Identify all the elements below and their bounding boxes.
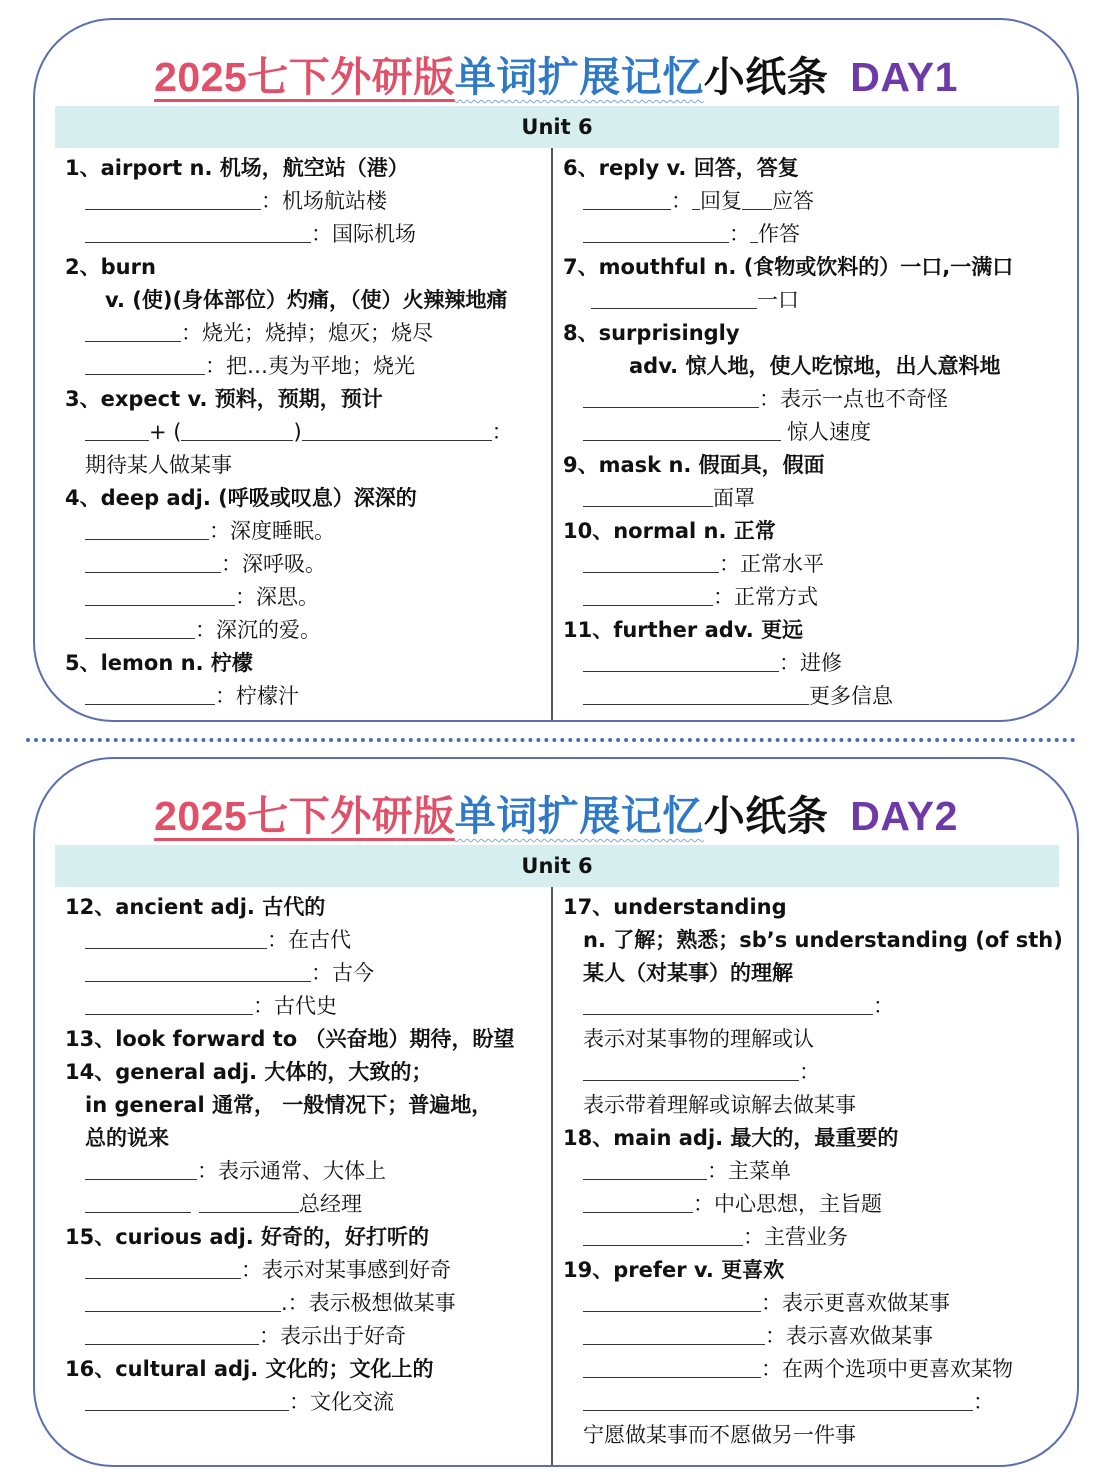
hint: 面罩 [713, 486, 755, 510]
entry-deep: 4、deep adj. (呼吸或叹息）深深的 [65, 486, 417, 510]
title-black: 小纸条 [703, 793, 829, 839]
hint: 期待某人做某事 [85, 453, 232, 477]
entry-reply: 6、reply v. 回答，答复 [563, 156, 799, 180]
blank[interactable] [583, 1224, 743, 1246]
blank[interactable] [85, 188, 261, 210]
entry-cultural: 16、cultural adj. 文化的；文化上的 [65, 1357, 434, 1381]
entry-main: 18、main adj. 最大的，最重要的 [563, 1126, 899, 1150]
hint: ：深呼吸。 [221, 552, 326, 576]
entry-normal: 10、normal n. 正常 [563, 519, 776, 543]
day1-left-column [65, 152, 545, 713]
hint: 宁愿做某事而不愿做另一件事 [583, 1423, 856, 1447]
blank[interactable] [85, 320, 181, 342]
title-blue: 单词扩展记忆 [454, 793, 704, 839]
entry-further: 11、further adv. 更远 [563, 618, 804, 642]
hint: 表示带着理解或谅解去做某事 [583, 1093, 856, 1117]
hint: ：深沉的爱。 [195, 618, 321, 642]
blank[interactable] [85, 551, 221, 573]
column-divider [551, 887, 553, 1465]
day2-columns [35, 887, 1077, 1465]
hint: .：表示极想做某事 [281, 1291, 456, 1315]
title-blue: 单词扩展记忆 [454, 54, 704, 100]
blank[interactable] [583, 1158, 707, 1180]
unit-header: Unit 6 [55, 845, 1059, 887]
blank[interactable] [692, 188, 700, 210]
hint: ：柠檬汁 [215, 684, 299, 708]
blank[interactable] [85, 993, 253, 1015]
entry-lemon: 5、lemon n. 柠檬 [65, 651, 253, 675]
burn-definition: v. (使)(身体部位）灼痛，（使）火辣辣地痛 [105, 288, 508, 312]
hint: ： [973, 1390, 994, 1414]
blank[interactable] [583, 386, 759, 408]
hint: ：中心思想，主旨题 [693, 1192, 882, 1216]
hint: + ( [149, 420, 182, 444]
hint: ：主菜单 [707, 1159, 791, 1183]
hint: ：古今 [311, 961, 374, 985]
day1-columns [35, 148, 1077, 720]
blank[interactable] [591, 287, 757, 309]
entry-surprisingly: 8、surprisingly [563, 321, 740, 345]
entry-look-forward-to: 13、look forward to （兴奋地）期待，盼望 [65, 1027, 515, 1051]
blank[interactable] [181, 419, 293, 441]
day2-left-column [65, 891, 545, 1419]
day2-title [35, 783, 1077, 842]
hint: ：正常水平 [719, 552, 824, 576]
hint: ：深思。 [235, 585, 319, 609]
entry-expect: 3、expect v. 预料，预期，预计 [65, 387, 383, 411]
hint: ：进修 [779, 651, 842, 675]
hint: 惊人速度 [787, 420, 871, 444]
blank[interactable] [583, 419, 781, 441]
hint: ：深度睡眠。 [209, 519, 335, 543]
title-red: 2025七下外研版 [154, 54, 455, 100]
entry-prefer: 19、prefer v. 更喜欢 [563, 1258, 785, 1282]
blank[interactable] [583, 485, 713, 507]
blank[interactable] [742, 188, 772, 210]
blank[interactable] [583, 1191, 693, 1213]
hint: ：烧光；烧掉；熄灭；烧尽 [181, 321, 433, 345]
blank[interactable] [85, 1389, 289, 1411]
hint: 应答 [772, 189, 814, 213]
blank[interactable] [583, 551, 719, 573]
hint: ：正常方式 [713, 585, 818, 609]
hint: ) [293, 420, 302, 444]
hint: ：表示更喜欢做某事 [761, 1291, 950, 1315]
blank[interactable] [85, 617, 195, 639]
day1-card [33, 18, 1079, 722]
blank[interactable] [583, 1356, 761, 1378]
blank[interactable] [583, 584, 713, 606]
blank[interactable] [85, 683, 215, 705]
blank[interactable] [583, 1290, 761, 1312]
hint: ：表示对某事感到好奇 [241, 1258, 451, 1282]
hint: 一口 [757, 288, 799, 312]
entry-ancient: 12、ancient adj. 古代的 [65, 895, 326, 919]
hint: ：表示一点也不奇怪 [759, 387, 948, 411]
blank[interactable] [85, 1323, 259, 1345]
column-divider [551, 148, 553, 720]
blank[interactable] [583, 188, 671, 210]
hint: ：古代史 [253, 994, 337, 1018]
hint: ：在两个选项中更喜欢某物 [761, 1357, 1013, 1381]
blank[interactable] [85, 1290, 281, 1312]
title-black: 小纸条 [703, 54, 829, 100]
hint: ：文化交流 [289, 1390, 394, 1414]
blank[interactable] [583, 1323, 765, 1345]
hint: 表示对某事物的理解或认 [583, 1027, 814, 1051]
hint: ： [799, 1060, 820, 1084]
blank[interactable] [583, 221, 729, 243]
entry-understanding: 17、understanding [563, 895, 787, 919]
blank[interactable] [85, 221, 311, 243]
understanding-definition-cont: 某人（对某事）的理解 [583, 961, 793, 985]
general-definition: in general 通常， 一般情况下；普遍地， [85, 1093, 493, 1117]
hint: ： [491, 420, 513, 444]
entry-general: 14、general adj. 大体的，大致的； [65, 1060, 433, 1084]
hint: ：表示出于好奇 [259, 1324, 406, 1348]
day2-card [33, 757, 1079, 1467]
hint: ：把…夷为平地；烧光 [205, 354, 415, 378]
blank[interactable] [199, 1191, 299, 1213]
hint: 回复 [700, 189, 742, 213]
title-day: DAY2 [850, 793, 958, 839]
hint: ：机场航站楼 [261, 189, 387, 213]
hint: ： [873, 994, 894, 1018]
blank[interactable] [583, 1059, 799, 1081]
title-day: DAY1 [850, 54, 958, 100]
hint: 总经理 [299, 1192, 362, 1216]
blank[interactable] [583, 993, 873, 1015]
blank[interactable] [85, 960, 311, 982]
entry-airport: 1、airport n. 机场，航空站（港） [65, 156, 409, 180]
blank[interactable] [85, 1257, 241, 1279]
blank[interactable] [583, 683, 809, 705]
blank[interactable] [85, 353, 205, 375]
blank[interactable] [583, 1389, 973, 1411]
surprisingly-definition: adv. 惊人地，使人吃惊地，出人意料地 [629, 354, 1001, 378]
blank[interactable] [302, 419, 492, 441]
blank[interactable] [85, 584, 235, 606]
hint: ：在古代 [267, 928, 351, 952]
entry-mask: 9、mask n. 假面具，假面 [563, 453, 825, 477]
hint: ： [671, 189, 692, 213]
dotted-separator [26, 738, 1076, 742]
blank[interactable] [85, 518, 209, 540]
unit-header: Unit 6 [55, 106, 1059, 148]
blank[interactable] [85, 1158, 197, 1180]
title-red: 2025七下外研版 [154, 793, 455, 839]
blank[interactable] [583, 650, 779, 672]
entry-curious: 15、curious adj. 好奇的，好打听的 [65, 1225, 430, 1249]
entry-mouthful: 7、mouthful n. (食物或饮料的）一口,一满口 [563, 255, 1014, 279]
blank[interactable] [85, 927, 267, 949]
hint: 作答 [758, 222, 800, 246]
entry-burn: 2、burn [65, 255, 156, 279]
day1-right-column [563, 152, 1063, 713]
day1-title [35, 44, 1077, 103]
blank[interactable] [750, 221, 758, 243]
hint: ：国际机场 [311, 222, 416, 246]
blank[interactable] [85, 1191, 191, 1213]
blank[interactable] [85, 419, 149, 441]
understanding-definition: n. 了解；熟悉；sb’s understanding (of sth) [583, 928, 1063, 952]
hint: ：表示通常、大体上 [197, 1159, 386, 1183]
hint: 更多信息 [809, 684, 893, 708]
general-definition-cont: 总的说来 [85, 1126, 169, 1150]
hint: ：主营业务 [743, 1225, 848, 1249]
day2-right-column [563, 891, 1063, 1452]
hint: ：表示喜欢做某事 [765, 1324, 933, 1348]
hint: ： [729, 222, 750, 246]
